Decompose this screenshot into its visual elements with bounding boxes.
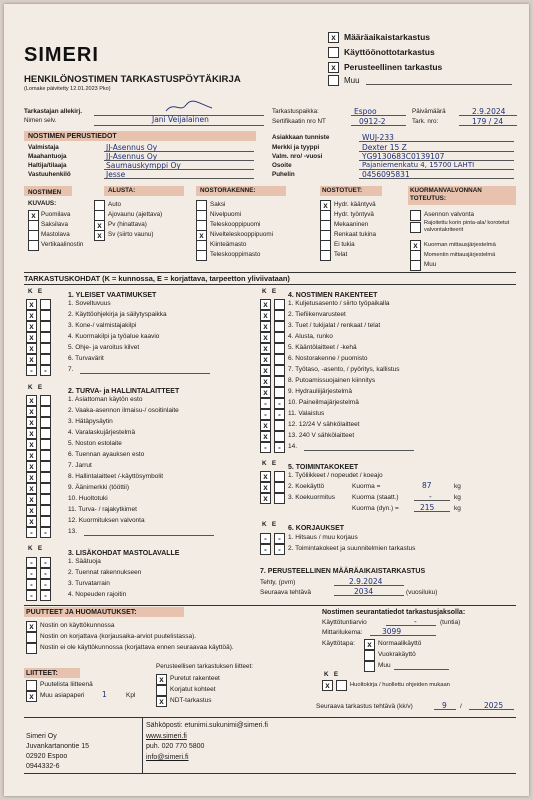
check-box[interactable]: x	[196, 230, 207, 241]
field-value: YG9130683C0139107	[362, 152, 445, 161]
k-box[interactable]: x	[260, 431, 271, 442]
load-label: Kuorma =	[352, 483, 381, 490]
option-label: Nivelpuomi	[210, 211, 242, 218]
check-box[interactable]: x	[410, 240, 421, 251]
item-text: 10. Huoltotuki	[68, 495, 108, 502]
load-label: Kuorma (dyn.) =	[352, 505, 399, 512]
attachment-unit: Kpl	[126, 692, 136, 699]
e-box[interactable]	[274, 332, 285, 343]
defect-text: Nostin on käyttökunnossa	[40, 622, 115, 629]
option-label: Auto	[108, 201, 121, 208]
e-box[interactable]	[336, 680, 347, 691]
usage-label: Käyttötapa:	[322, 640, 355, 647]
k-box[interactable]: x	[26, 516, 37, 527]
col1-title: NOSTIMEN KUVAUS:	[28, 189, 62, 207]
k-box[interactable]: -	[26, 557, 37, 568]
k-box[interactable]: x	[260, 299, 271, 310]
e-box[interactable]	[274, 310, 285, 321]
defect-text: Nostin on korjattava (korjausaika-arviot puutelistassa).	[40, 633, 197, 640]
section-title: 5. TOIMINTAKOKEET	[288, 464, 359, 471]
usage-option: Muu	[378, 662, 391, 669]
next-inspection-label: Seuraava tarkastus tehtävä (kk/v)	[316, 703, 413, 710]
col5-title: KUORMANVALVONNAN TOTEUTUS:	[410, 187, 482, 202]
item-text: 4. Kuormakilpi ja työalue kaavio	[68, 333, 160, 340]
field-label: Osoite	[272, 162, 292, 169]
footer-phone: puh. 020 770 5800	[146, 743, 205, 750]
report-no-label: Tark. nro:	[412, 118, 439, 125]
check-box[interactable]	[364, 661, 375, 672]
inspection-place: Espoo	[354, 107, 377, 116]
option-label: Puomilava	[41, 211, 71, 218]
check-box[interactable]: x	[156, 674, 167, 685]
item-text: 1. Hitsaus / muu korjaus	[288, 534, 358, 541]
item-text: 3. Tuet / tukijalat / renkaat / telat	[288, 322, 381, 329]
k-header: K	[262, 521, 267, 528]
e-box[interactable]	[40, 516, 51, 527]
k-box[interactable]: x	[26, 406, 37, 417]
footer-business-id: 0944332-6	[26, 763, 60, 770]
e-box[interactable]	[40, 417, 51, 428]
e-box[interactable]	[40, 461, 51, 472]
check-box[interactable]: x	[26, 621, 37, 632]
k-box[interactable]: -	[26, 579, 37, 590]
check-box[interactable]: x	[94, 220, 105, 231]
hours-unit: (tuntia)	[440, 619, 461, 626]
item-text: 6. Tuennan ayauksen esto	[68, 451, 145, 458]
e-box[interactable]	[274, 420, 285, 431]
company-logo: SIMERI	[24, 44, 99, 66]
check-box[interactable]: x	[328, 62, 339, 73]
k-box[interactable]: x	[26, 343, 37, 354]
item-text: 7.	[68, 366, 74, 373]
k-box[interactable]: x	[260, 343, 271, 354]
item-text: 5. Noston estolaite	[68, 440, 122, 447]
field-value: Pajaniemenkatu 4, 15700 LAHTI	[362, 161, 475, 169]
option-label: Kiinteämasto	[210, 241, 247, 248]
field-label: Vastuuhenkilö	[28, 171, 71, 178]
e-box[interactable]	[274, 376, 285, 387]
check-box[interactable]: x	[320, 200, 331, 211]
item-text: 2. Toimintakokeet ja suunnitelmien tarkastus	[288, 545, 416, 552]
option-label: Rajoitettu korin pinta-ala/ korotetut valvontakriteerit	[424, 220, 510, 233]
k-box[interactable]: x	[26, 395, 37, 406]
e-box[interactable]	[274, 493, 285, 504]
item-text: 8. Hallintalaitteet /-käyttösymbolit	[68, 473, 164, 480]
item-text: 14.	[288, 443, 298, 450]
col2-title: ALUSTA:	[108, 187, 136, 194]
check-box[interactable]	[320, 250, 331, 261]
k-box[interactable]: x	[26, 505, 37, 516]
defect-text: Nostin ei ole käyttökunnossa (korjattava ennen seuraavaa käyttöä).	[40, 644, 234, 651]
k-box[interactable]: -	[260, 442, 271, 453]
k-box[interactable]: x	[26, 354, 37, 365]
item-text: 11. Valaistus	[288, 410, 325, 417]
e-box[interactable]	[40, 428, 51, 439]
next-inspection-year: 2025	[484, 701, 504, 710]
attachment-text: Muu asiapaperi	[40, 692, 85, 699]
inspection-date: 2.9.2024	[472, 107, 506, 116]
k-box[interactable]: -	[260, 544, 271, 555]
e-box[interactable]	[40, 505, 51, 516]
k-box[interactable]: x	[26, 450, 37, 461]
e-box[interactable]	[274, 354, 285, 365]
e-header: E	[37, 545, 43, 552]
k-box[interactable]: x	[260, 471, 271, 482]
e-box[interactable]	[274, 321, 285, 332]
option-label: Vertikaalinostin	[41, 241, 84, 248]
field-label: Puhelin	[272, 171, 295, 178]
option-label: Telat	[334, 251, 348, 258]
check-box[interactable]	[26, 632, 37, 643]
option-label: Kuorman mittausjärjestelmä	[424, 242, 496, 248]
field-value: JJ-Asennus Oy	[106, 143, 158, 152]
item-text: 12. Kuormituksen valvonta	[68, 517, 145, 524]
reviewed-text: NDT-tarkastus	[170, 697, 212, 704]
next-suffix: (vuosiluku)	[406, 589, 438, 596]
k-box[interactable]: x	[26, 483, 37, 494]
option-label: Teleskooppipuomi	[210, 221, 261, 228]
check-box[interactable]	[328, 75, 339, 86]
k-box[interactable]: -	[260, 398, 271, 409]
e-box[interactable]	[40, 439, 51, 450]
col3-title: NOSTORAKENNE:	[200, 187, 256, 194]
k-header: K	[262, 288, 267, 295]
name-label: Nimen selv.	[24, 117, 57, 124]
k-box[interactable]: x	[260, 354, 271, 365]
signature-icon	[164, 99, 214, 115]
meter-value: 3099	[382, 627, 402, 636]
e-box[interactable]	[40, 483, 51, 494]
load-value: 87	[422, 481, 432, 490]
item-text: 5. Kääntölaitteet / -kehä	[288, 344, 357, 351]
usage-option: Vuokrakäyttö	[378, 651, 416, 658]
k-box[interactable]: -	[260, 533, 271, 544]
e-box[interactable]	[274, 299, 285, 310]
option-label: Saksilava	[41, 221, 68, 228]
item-text: 6. Turvavärit	[68, 355, 104, 362]
footer-street: Juvankartanontie 15	[26, 743, 90, 750]
e-box[interactable]: -	[40, 557, 51, 568]
e-box[interactable]: -	[274, 442, 285, 453]
field-label: Haltija/tilaaja	[28, 162, 67, 169]
done-label: Tehty, (pvm)	[260, 579, 296, 586]
item-text: 2. Tiefiikenvarusteet	[288, 311, 346, 318]
field-value: JJ-Asennus Oy	[106, 152, 158, 161]
check-box[interactable]	[364, 650, 375, 661]
k-box[interactable]: x	[260, 332, 271, 343]
load-value: -	[429, 492, 432, 501]
item-text: 10. Paineilmajärjestelmä	[288, 399, 359, 406]
k-box[interactable]: x	[26, 310, 37, 321]
k-box[interactable]: x	[26, 472, 37, 483]
k-box[interactable]: -	[26, 590, 37, 601]
check-label: Käyttöönottotarkastus	[344, 47, 435, 57]
e-box[interactable]	[274, 431, 285, 442]
check-box[interactable]	[156, 685, 167, 696]
item-text: 4. Varalaskujärjestelmä	[68, 429, 136, 436]
e-box[interactable]	[274, 365, 285, 376]
item-text: 2. Koekäyttö	[288, 483, 325, 490]
e-box[interactable]	[274, 343, 285, 354]
item-text: 7. Jarrut	[68, 462, 92, 469]
option-label: Asennon valvonta	[424, 211, 475, 218]
item-text: 6. Nostorakenne / puomisto	[288, 355, 368, 362]
item-text: 1. Asiattoman käytön esto	[68, 396, 143, 403]
option-label: Teleskooppimasto	[210, 251, 261, 258]
e-box[interactable]: -	[40, 568, 51, 579]
meter-label: Mittarilukema:	[322, 629, 363, 636]
signature-label: Tarkastajan allekirj.	[24, 108, 82, 115]
k-box[interactable]: -	[26, 568, 37, 579]
load-unit: kg	[454, 505, 461, 512]
e-box[interactable]	[274, 482, 285, 493]
e-box[interactable]	[40, 321, 51, 332]
check-box[interactable]: x	[328, 32, 339, 43]
e-box[interactable]: -	[274, 533, 285, 544]
e-header: E	[333, 671, 339, 678]
k-box[interactable]: x	[26, 428, 37, 439]
field-value: Dexter 15 Z	[362, 143, 407, 152]
item-text: 12. 12/24 V sähkölaitteet	[288, 421, 360, 428]
reviewed-text: Korjatut kohteet	[170, 686, 216, 693]
col4-title: NOSTOTUET:	[322, 187, 363, 194]
k-box[interactable]: x	[26, 299, 37, 310]
field-label: Asiakkaan tunniste	[272, 134, 330, 141]
item-text: 2. Tuennat rakennukseen	[68, 569, 142, 576]
item-text: 13.	[68, 528, 78, 535]
k-box[interactable]: x	[26, 461, 37, 472]
k-box[interactable]: x	[260, 310, 271, 321]
check-box[interactable]	[28, 240, 39, 251]
field-value: WUJ-233	[362, 133, 394, 142]
e-box[interactable]	[274, 471, 285, 482]
load-value: 215	[420, 503, 435, 512]
form-version: (Lomake päivitetty 12.01.2023 Pko)	[24, 86, 111, 92]
check-box[interactable]	[26, 643, 37, 654]
footer-web-link[interactable]: www.simeri.fi	[146, 733, 187, 740]
field-value: Saumauskymppi Oy	[106, 161, 181, 170]
field-label: Maahantuoja	[28, 153, 67, 160]
item-text: 5. Ohje- ja varoitus kilvet	[68, 344, 140, 351]
k-box[interactable]: -	[260, 409, 271, 420]
k-box[interactable]: x	[260, 482, 271, 493]
section-title: 4. NOSTIMEN RAKENTEET	[288, 292, 378, 299]
k-box[interactable]: x	[260, 321, 271, 332]
item-text: 3. Turvatarrain	[68, 580, 110, 587]
item-text: 13. 240 V sähkölaitteet	[288, 432, 355, 439]
field-label: Merkki ja tyyppi	[272, 144, 320, 151]
e-box[interactable]	[40, 299, 51, 310]
e-header: E	[271, 521, 277, 528]
field-label: Valm. nro/ -vuosi	[272, 153, 323, 160]
next-inspection-sep: /	[460, 703, 462, 710]
check-box[interactable]	[196, 250, 207, 261]
k-box[interactable]: -	[26, 527, 37, 538]
item-text: 9. Äänimerkki (tööttii)	[68, 484, 130, 491]
date-label: Päivämäärä	[412, 108, 446, 115]
e-header: E	[271, 288, 277, 295]
k-header: K	[28, 288, 33, 295]
option-label: Saksi	[210, 201, 226, 208]
e-box[interactable]	[40, 310, 51, 321]
e-box[interactable]	[40, 354, 51, 365]
place-label: Tarkastuspaikka:	[272, 108, 319, 115]
e-box[interactable]: -	[274, 409, 285, 420]
item-text: 1. Työliikkeet / nopeudet / koeajo	[288, 472, 383, 479]
reviewed-text: Puretut rakenteet	[170, 675, 220, 682]
check-box[interactable]: x	[26, 691, 37, 702]
option-label: Nivelteleskooppipuomi	[210, 231, 274, 238]
e-header: E	[37, 288, 43, 295]
e-box[interactable]	[40, 332, 51, 343]
e-header: E	[37, 384, 43, 391]
check-label: Perusteellinen tarkastus	[344, 62, 443, 72]
cert-number: 0912-2	[359, 117, 386, 126]
item-text: 2. Vaaka-asennon ilmaisu-/ osoitinlaite	[68, 407, 179, 414]
item-text: 11. Turva- / rajakytkimet	[68, 506, 137, 513]
footer-city: 02920 Espoo	[26, 753, 68, 760]
k-box[interactable]: x	[26, 332, 37, 343]
e-box[interactable]	[40, 450, 51, 461]
hours-label: Käyttötuntiarvio	[322, 619, 367, 626]
item-text: 7. Työtaso, -asento, / pyöritys, kallistus	[288, 366, 400, 373]
check-box[interactable]: x	[94, 230, 105, 241]
reviewed-title: Perusteellisen tarkastuksen liitteet:	[156, 663, 253, 670]
cert-label: Sertifikaatin nro NT	[272, 118, 326, 125]
field-label: Valmistaja	[28, 144, 59, 151]
check-box[interactable]: x	[28, 210, 39, 221]
e-box[interactable]: -	[40, 527, 51, 538]
next-inspection-month: 9	[442, 701, 447, 710]
section-title: 1. YLEISET VAATIMUKSET	[68, 292, 157, 299]
k-box[interactable]: x	[26, 439, 37, 450]
k-header: K	[262, 460, 267, 467]
e-box[interactable]	[40, 406, 51, 417]
section-title: 6. KORJAUKSET	[288, 525, 345, 532]
e-box[interactable]	[274, 387, 285, 398]
option-label: Mekaaninen	[334, 221, 369, 228]
e-box[interactable]	[40, 343, 51, 354]
attachments-title: LIITTEET:	[26, 670, 58, 677]
k-box[interactable]: x	[260, 376, 271, 387]
e-box[interactable]: -	[274, 398, 285, 409]
footer-email-link[interactable]: info@simeri.fi	[146, 754, 189, 761]
next-label: Seuraava tehtävä	[260, 589, 311, 596]
k-box[interactable]: x	[26, 321, 37, 332]
section-title: 7. PERUSTEELLINEN MÄÄRÄAIKAISTARKASTUS	[260, 568, 426, 575]
servicebook-text: Huoltokirja / huollettu ohjeiden mukaan	[350, 682, 450, 688]
item-text: 2. Käyttöohjekirja ja säilytyspaikka	[68, 311, 167, 318]
option-label: Mastolava	[41, 231, 70, 238]
e-box[interactable]: -	[274, 544, 285, 555]
k-header: K	[28, 384, 33, 391]
e-box[interactable]	[40, 395, 51, 406]
k-header: K	[324, 671, 329, 678]
section-title: 2. TURVA- ja HALLINTALAITTEET	[68, 388, 180, 395]
e-box[interactable]	[40, 494, 51, 505]
option-label: Hydr. työntyvä	[334, 211, 374, 218]
check-box[interactable]	[410, 260, 421, 271]
check-label: Muu	[344, 76, 360, 85]
next-year: 2034	[354, 587, 374, 596]
check-box[interactable]: x	[156, 696, 167, 707]
e-box[interactable]: -	[40, 579, 51, 590]
hours-value: -	[414, 617, 417, 626]
k-header: K	[28, 545, 33, 552]
k-box[interactable]: x	[26, 417, 37, 428]
option-label: Pv (hinattava)	[108, 221, 147, 228]
item-text: 9. Hydrauliijärjestelmä	[288, 388, 352, 395]
item-text: 3. Kone-/ valmistajakilpi	[68, 322, 137, 329]
inspector-name: Jani Veijalainen	[152, 115, 209, 124]
field-value: Jesse	[106, 170, 126, 179]
k-box[interactable]: x	[260, 365, 271, 376]
attachment-text: Puutelista liitteenä	[40, 681, 93, 688]
k-box[interactable]: x	[26, 494, 37, 505]
e-box[interactable]: -	[40, 365, 51, 376]
check-box[interactable]: x	[364, 639, 375, 650]
check-box[interactable]	[410, 210, 421, 221]
load-label: Kuorma (staatt.)	[352, 494, 399, 501]
item-text: 1. Kuljetusasento / siirto työpaikalla	[288, 300, 390, 307]
option-label: Momentin mittausjärjestelmä	[424, 252, 496, 258]
inspection-form	[4, 4, 529, 796]
attachment-count: 1	[102, 690, 107, 699]
points-legend: TARKASTUSKOHDAT (K = kunnossa, E = korjattava, tarpeetton yliviivataan)	[24, 274, 290, 283]
footer-company: Simeri Oy	[26, 733, 57, 740]
option-label: Hydr. kääntyvä	[334, 201, 376, 208]
option-label: Sv (siirto vaunu)	[108, 231, 154, 238]
option-label: Ei tukia	[334, 241, 355, 248]
e-box[interactable]: -	[40, 590, 51, 601]
item-text: 4. Alusta, runko	[288, 333, 333, 340]
done-date: 2.9.2024	[349, 577, 383, 586]
form-title: HENKILÖNOSTIMEN TARKASTUSPÖYTÄKIRJA	[24, 74, 241, 85]
load-unit: kg	[454, 494, 461, 501]
field-value: 0456095831	[362, 170, 410, 179]
item-text: 3. Koekuormitus	[288, 494, 335, 501]
item-text: 8. Putoamissuojainen kiinnitys	[288, 377, 376, 384]
e-box[interactable]	[40, 472, 51, 483]
section-title: 3. LISÄKOHDAT MASTOLAVALLE	[68, 550, 180, 557]
item-text: 4. Nopeuden rajoitin	[68, 591, 127, 598]
k-box[interactable]: -	[26, 365, 37, 376]
monitoring-title: Nostimen seurantatiedot tarkastusjaksolla:	[322, 609, 466, 616]
footer-email-label: Sähköposti: etunimi.sukunimi@simeri.fi	[146, 722, 268, 729]
e-header: E	[271, 460, 277, 467]
item-text: 1. Säätuoja	[68, 558, 101, 565]
k-box[interactable]: x	[260, 387, 271, 398]
check-box[interactable]	[410, 222, 421, 233]
item-text: 3. Hätäpysäytin	[68, 418, 113, 425]
option-label: Muu	[424, 261, 437, 268]
item-text: 1. Soveltuvuus	[68, 300, 111, 307]
check-label: Määräaikaistarkastus	[344, 32, 431, 42]
check-box[interactable]	[328, 47, 339, 58]
usage-option: Normaalikäyttö	[378, 640, 422, 647]
k-box[interactable]: x	[260, 493, 271, 504]
option-label: Ajovaunu (ajettava)	[108, 211, 163, 218]
check-box[interactable]	[26, 680, 37, 691]
basic-heading: NOSTIMEN PERUSTIEDOT	[28, 133, 117, 140]
k-box[interactable]: x	[322, 680, 333, 691]
report-number: 179 / 24	[472, 117, 504, 126]
option-label: Renkaat tukina	[334, 231, 377, 238]
defects-title: PUUTTEET JA HUOMAUTUKSET:	[26, 609, 137, 616]
k-box[interactable]: x	[260, 420, 271, 431]
load-unit: kg	[454, 483, 461, 490]
